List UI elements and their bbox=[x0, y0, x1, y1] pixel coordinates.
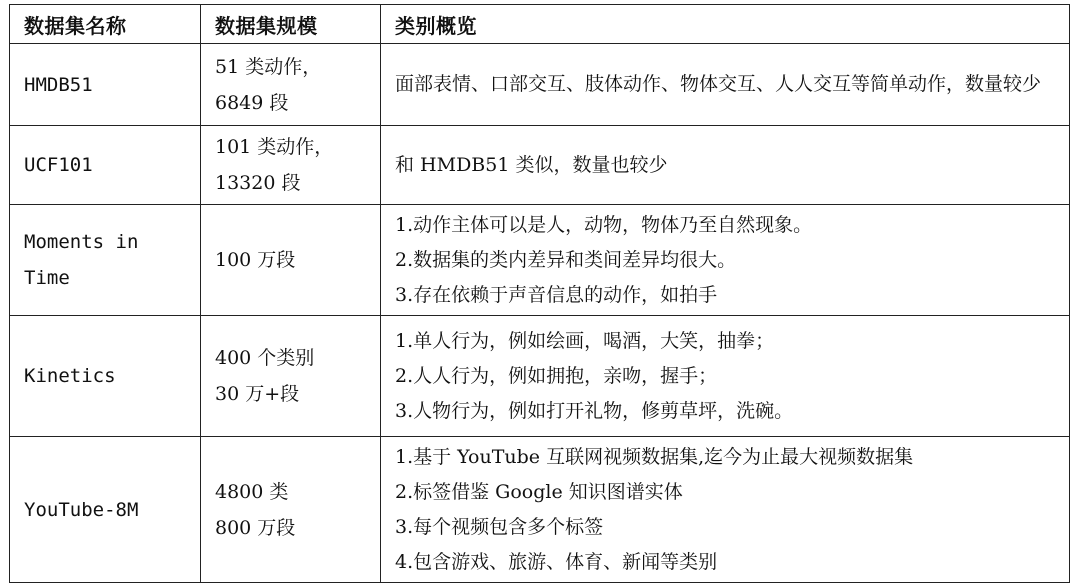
dataset-scale-cell bbox=[201, 44, 381, 126]
overview-item: 1.动作主体可以是人，动物，物体乃至自然现象。 bbox=[395, 213, 813, 236]
scale-line: 400 个类别 bbox=[215, 347, 315, 369]
dataset-name: YouTube-8M bbox=[24, 498, 139, 521]
overview-cell bbox=[381, 205, 1070, 316]
overview-item: 1.基于 YouTube 互联网视频数据集,迄今为止最大视频数据集 bbox=[395, 445, 914, 468]
scale-line: 100 万段 bbox=[215, 249, 296, 271]
dataset-scale-cell bbox=[201, 437, 381, 583]
scale-line: 51 类动作， bbox=[215, 55, 322, 78]
overview-item: 2.人人行为，例如拥抱，亲吻，握手； bbox=[395, 364, 718, 387]
scale-line: 800 万段 bbox=[215, 516, 296, 539]
dataset-scale-cell bbox=[201, 126, 381, 205]
overview-item: 3.每个视频包含多个标签 bbox=[395, 515, 604, 538]
dataset-name: HMDB51 bbox=[24, 73, 93, 96]
table-row-kinetics bbox=[10, 316, 1070, 437]
overview-cell bbox=[381, 126, 1070, 205]
scale-line: 6849 段 bbox=[215, 91, 289, 114]
overview-cell bbox=[381, 316, 1070, 437]
scale-line: 101 类动作， bbox=[215, 136, 334, 158]
overview-item: 4.包含游戏、旅游、体育、新闻等类别 bbox=[395, 550, 718, 573]
overview-cell bbox=[381, 44, 1070, 126]
scale-line: 13320 段 bbox=[215, 172, 301, 194]
overview-item: 2.标签借鉴 Google 知识图谱实体 bbox=[395, 480, 683, 503]
dataset-name-cell bbox=[10, 205, 201, 316]
scale-line: 4800 类 bbox=[215, 480, 289, 503]
dataset-name: UCF101 bbox=[24, 154, 93, 176]
table-row-moments-in-time bbox=[10, 205, 1070, 316]
dataset-scale-cell bbox=[201, 316, 381, 437]
header-category-overview: 类别概览 bbox=[381, 5, 1070, 44]
header-row bbox=[10, 5, 1070, 44]
table-row-ucf101 bbox=[10, 126, 1070, 205]
scale-line: 30 万+段 bbox=[215, 383, 300, 405]
dataset-name: Kinetics bbox=[24, 365, 116, 387]
overview-item: 3.人物行为，例如打开礼物，修剪草坪，洗碗。 bbox=[395, 399, 794, 422]
overview-cell bbox=[381, 437, 1070, 583]
overview-text: 面部表情、口部交互、肢体动作、物体交互、人人交互等简单动作，数量较少 bbox=[395, 73, 1042, 95]
header-dataset-name: 数据集名称 bbox=[10, 5, 201, 44]
table-row-youtube-8m bbox=[10, 437, 1070, 583]
overview-text: 和 HMDB51 类似，数量也较少 bbox=[395, 153, 668, 176]
overview-item: 3.存在依赖于声音信息的动作，如拍手 bbox=[395, 283, 718, 306]
dataset-name-cell bbox=[10, 437, 201, 583]
overview-item: 1.单人行为，例如绘画，喝酒，大笑，抽拳； bbox=[395, 329, 775, 352]
header-dataset-scale: 数据集规模 bbox=[201, 5, 381, 44]
table-row-hmdb51 bbox=[10, 44, 1070, 126]
dataset-name-cell bbox=[10, 44, 201, 126]
dataset-name: Time bbox=[24, 267, 70, 289]
dataset-table bbox=[9, 4, 1070, 583]
dataset-scale-cell bbox=[201, 205, 381, 316]
overview-item: 2.数据集的类内差异和类间差异均很大。 bbox=[395, 248, 737, 271]
dataset-name: Moments in bbox=[24, 231, 139, 253]
dataset-name-cell bbox=[10, 316, 201, 437]
dataset-name-cell bbox=[10, 126, 201, 205]
